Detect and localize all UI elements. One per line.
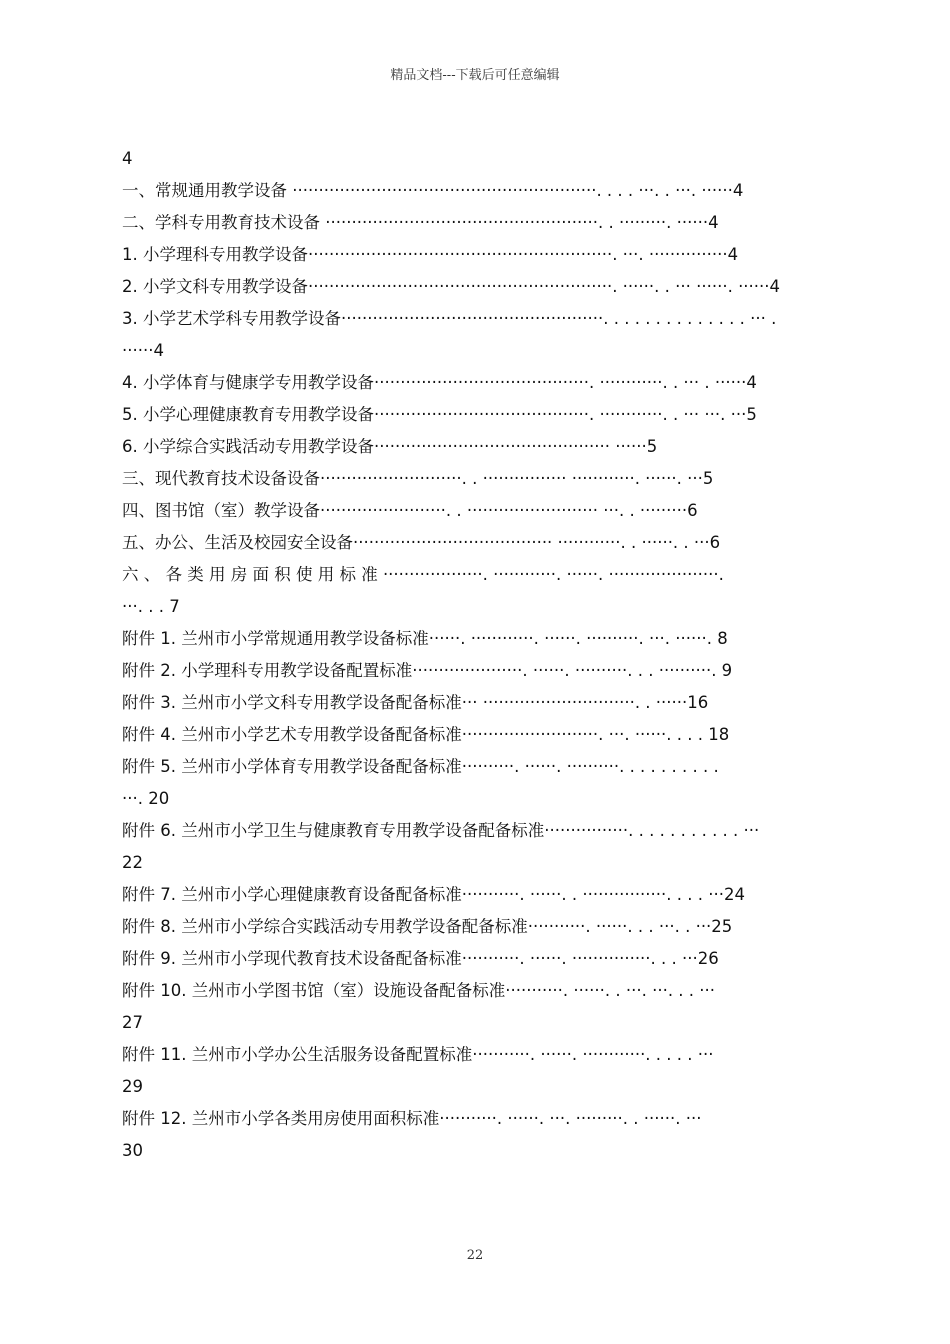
toc-line: 附件 5. 兰州市小学体育专用教学设备配备标准··········. ······. ··········. . . . . . . . . .	[122, 757, 719, 776]
toc-line: 附件 10. 兰州市小学图书馆（室）设施设备配备标准···········. ······. . ···. ···. . . ···	[122, 981, 716, 1000]
toc-line: 4. 小学体育与健康学专用教学设备·········································. ············. . ··· . ······4	[122, 373, 757, 392]
toc-line: 附件 3. 兰州市小学文科专用教学设备配备标准··· ·····························. . ······16	[122, 693, 709, 712]
toc-line: 附件 6. 兰州市小学卫生与健康教育专用教学设备配备标准················. . . . . . . . . . . ···	[122, 821, 760, 840]
toc-line: 四、图书馆（室）教学设备························. . ························· ···. . ·········6	[122, 501, 698, 520]
toc-line: 22	[122, 853, 143, 872]
toc-line: 1. 小学理科专用教学设备··························································. ···. ···············4	[122, 245, 739, 264]
toc-line: 附件 1. 兰州市小学常规通用教学设备标准······. ············. ······. ··········. ···. ······. 8	[122, 629, 728, 648]
toc-line: 附件 2. 小学理科专用教学设备配置标准·····················. ······. ··········. . . ··········. 9	[122, 661, 733, 680]
toc-line: 30	[122, 1141, 143, 1160]
toc-line: ···. . . 7	[122, 597, 180, 616]
toc-line: ···. 20	[122, 789, 170, 808]
toc-line: 附件 8. 兰州市小学综合实践活动专用教学设备配备标准···········. ······. . . ···. . ···25	[122, 917, 733, 936]
toc-line: 附件 9. 兰州市小学现代教育技术设备配备标准···········. ······. ···············. . . ···26	[122, 949, 719, 968]
toc-line: 附件 11. 兰州市小学办公生活服务设备配置标准···········. ······. ············. . . . . ···	[122, 1045, 714, 1064]
toc-line: 附件 7. 兰州市小学心理健康教育设备配备标准···········. ······. . ················. . . . ···24	[122, 885, 745, 904]
page-number: 22	[466, 1248, 484, 1263]
toc-line: 2. 小学文科专用教学设备··························································. ······. . ··· ······. ······4	[122, 277, 781, 296]
toc-line: 27	[122, 1013, 143, 1032]
toc-line: 附件 4. 兰州市小学艺术专用教学设备配备标准··························. ···. ······. . . . 18	[122, 725, 730, 744]
toc-line: 6. 小学综合实践活动专用教学设备············································· ······5	[122, 437, 658, 456]
toc-line: 六 、 各 类 用 房 面 积 使 用 标 准 ···················. ············. ······. ·····················.	[122, 565, 724, 584]
toc-line: 3. 小学艺术学科专用教学设备··················································. . . . . . . . . . . . . . ··· .	[122, 309, 777, 328]
toc-line: 一、常规通用教学设备 ··························································. . . . ···. . ···. ······4	[122, 181, 744, 200]
toc-line: 二、学科专用教育技术设备 ····················································. . ·········. ······4	[122, 213, 719, 232]
toc-line: 五、办公、生活及校园安全设备······································ ············. . ······. . ···6	[122, 533, 721, 552]
toc-line: 4	[122, 149, 133, 168]
toc-line: ······4	[122, 341, 164, 360]
toc-line: 5. 小学心理健康教育专用教学设备·········································. ············. . ··· ···. ···5	[122, 405, 757, 424]
toc-line: 29	[122, 1077, 143, 1096]
page-header: 精品文档---下载后可任意编辑	[390, 68, 560, 83]
table-of-contents	[122, 143, 828, 1167]
toc-line: 三、现代教育技术设备设备···························. . ················ ············. ······. ···5	[122, 469, 714, 488]
toc-line: 附件 12. 兰州市小学各类用房使用面积标准···········. ······. ···. ·········. . ······. ···	[122, 1109, 702, 1128]
